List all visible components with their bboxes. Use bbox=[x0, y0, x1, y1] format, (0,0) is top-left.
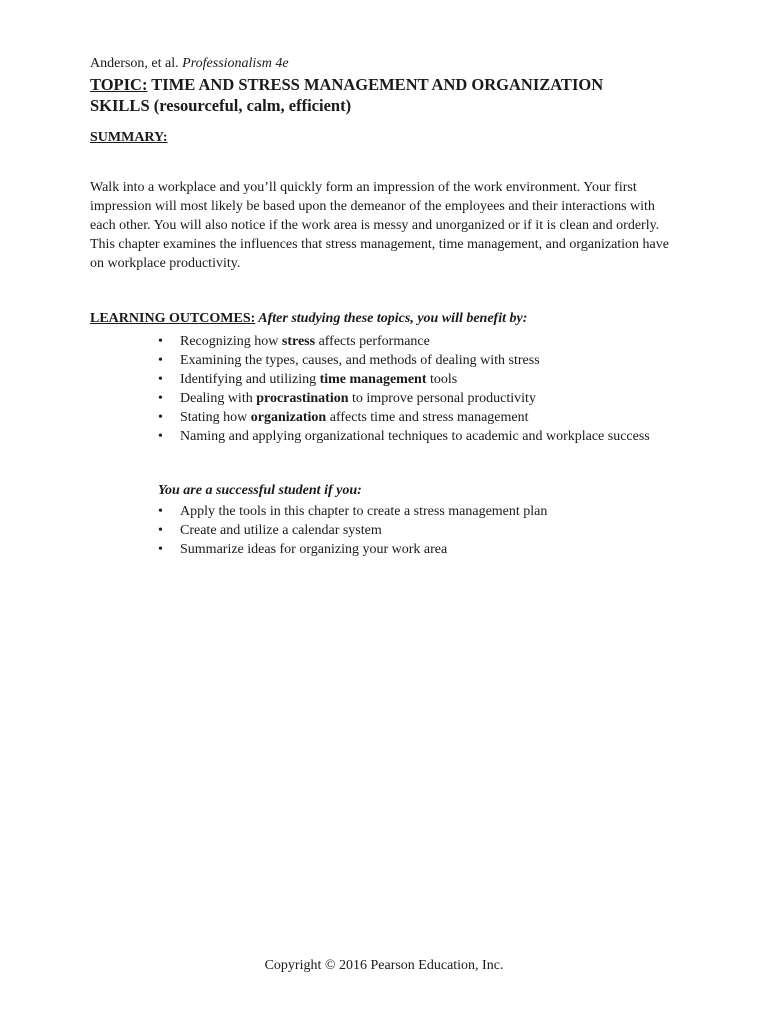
topic-title-line1: TIME AND STRESS MANAGEMENT AND ORGANIZATION bbox=[147, 75, 604, 94]
bullet-icon: • bbox=[158, 372, 163, 387]
bullet-icon: • bbox=[158, 353, 163, 368]
list-item bbox=[158, 502, 658, 521]
outcome-text-pre: Identifying and utilizing bbox=[180, 372, 320, 387]
outcome-text-pre: Examining the types, causes, and methods of dealing with stress bbox=[180, 353, 540, 368]
summary-paragraph: Walk into a workplace and you’ll quickly form an impression of the work environment. Your first impression will most likely be based upon the demeanor of the employees and their interactions with each other. You will also notice if the work area is messy and unorganized or if it is clean and orderly. This chapter examines the influences that stress management, time management, and organization have on workplace productivity. bbox=[90, 180, 669, 271]
copyright-footer: Copyright © 2016 Pearson Education, Inc. bbox=[264, 958, 504, 973]
topic-label: TOPIC: bbox=[90, 75, 148, 94]
header-authors: Anderson, et al. bbox=[90, 56, 179, 71]
bullet-icon: • bbox=[158, 523, 163, 538]
outcome-text-post: tools bbox=[426, 372, 458, 387]
list-item bbox=[158, 389, 658, 408]
learning-outcomes-label: LEARNING OUTCOMES: bbox=[90, 311, 256, 326]
outcome-text-post: to improve personal productivity bbox=[348, 391, 536, 406]
success-heading: You are a successful student if you: bbox=[158, 483, 362, 498]
bullet-icon: • bbox=[158, 542, 163, 557]
summary-heading: SUMMARY: bbox=[90, 130, 168, 145]
list-item bbox=[158, 408, 658, 427]
learning-outcomes-heading bbox=[90, 310, 527, 328]
outcome-text-bold: procrastination bbox=[256, 391, 349, 406]
outcome-text-pre: Naming and applying organizational techniques to academic and workplace success bbox=[180, 429, 650, 444]
list-item bbox=[158, 521, 658, 540]
outcome-text-pre: Dealing with bbox=[180, 391, 257, 406]
document-header bbox=[90, 55, 289, 72]
outcome-text-pre: Recognizing how bbox=[180, 334, 282, 349]
outcome-text-post: affects time and stress management bbox=[326, 410, 529, 425]
success-item-text: Create and utilize a calendar system bbox=[180, 523, 382, 538]
learning-outcomes-list bbox=[158, 332, 658, 446]
success-item-text: Apply the tools in this chapter to create a stress management plan bbox=[180, 504, 548, 519]
success-list bbox=[158, 502, 658, 559]
bullet-icon: • bbox=[158, 504, 163, 519]
bullet-icon: • bbox=[158, 334, 163, 349]
header-book-title: Professionalism 4e bbox=[182, 56, 289, 71]
topic-title-line2: SKILLS (resourceful, calm, efficient) bbox=[90, 96, 352, 115]
outcome-text-pre: Stating how bbox=[180, 410, 251, 425]
list-item bbox=[158, 427, 658, 446]
bullet-icon: • bbox=[158, 410, 163, 425]
outcome-text-bold: stress bbox=[281, 334, 316, 349]
list-item bbox=[158, 351, 658, 370]
outcome-text-bold: organization bbox=[250, 410, 327, 425]
success-item-text: Summarize ideas for organizing your work area bbox=[180, 542, 448, 557]
bullet-icon: • bbox=[158, 429, 163, 444]
outcome-text-post: affects performance bbox=[315, 334, 430, 349]
outcome-text-bold: time management bbox=[319, 372, 427, 387]
list-item bbox=[158, 540, 658, 559]
list-item bbox=[158, 370, 658, 389]
bullet-icon: • bbox=[158, 391, 163, 406]
learning-outcomes-subtitle: After studying these topics, you will benefit by: bbox=[255, 311, 528, 326]
list-item bbox=[158, 332, 658, 351]
topic-heading bbox=[90, 74, 690, 116]
